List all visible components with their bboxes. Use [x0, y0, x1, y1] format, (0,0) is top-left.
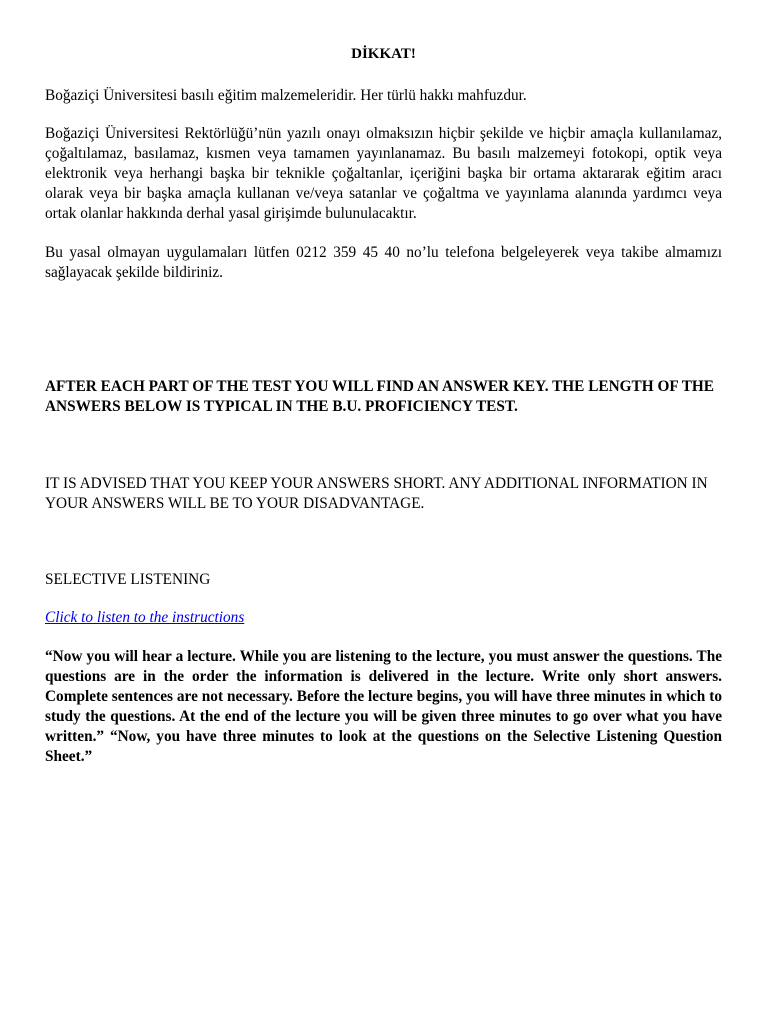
warning-title: DİKKAT! — [351, 46, 416, 62]
section-heading: SELECTIVE LISTENING — [45, 571, 211, 588]
answer-key-notice: AFTER EACH PART OF THE TEST YOU WILL FIND AN ANSWER KEY. THE LENGTH OF THE ANSWERS BELOW IS TYPICAL IN THE B.U. PROFICIENCY TEST. — [45, 378, 715, 415]
instructions-quote: “Now you will hear a lecture. While you are listening to the lecture, you must answer the questions. The questions are in the order the information is delivered in the lecture. Write only short answers. Complete sentences are not necessary. Before the lecture begins, you will have three minutes in which to study the questions. At the end of the lecture you will be given three minutes to go over what you have written.” “Now, you have three minutes to look at the questions on the Selective Listening Question Sheet.” — [45, 648, 722, 765]
listen-instructions-link[interactable]: Click to listen to the instructions — [45, 609, 245, 626]
report-violation-paragraph: Bu yasal olmayan uygulamaları lütfen 0212 359 45 40 no’lu telefona belgeleyerek veya takibe almamızı sağlayacak şekilde bildiriniz. — [45, 244, 722, 281]
copyright-notice: Boğaziçi Üniversitesi basılı eğitim malzemeleridir. Her türlü hakkı mahfuzdur. — [45, 87, 527, 104]
usage-restriction-paragraph: Boğaziçi Üniversitesi Rektörlüğü’nün yazılı onayı olmaksızın hiçbir şekilde ve hiçbir amaçla kullanılamaz, çoğaltılamaz, basılamaz, kısmen veya tamamen yayınlanamaz. Bu basılı malzemeyi fotokopi, optik veya elektronik veya herhangi başka bir teknikle çoğaltanlar, içeriğini başka bir ortama aktararak eğitim aracı olarak veya bir başka amaçla kullanan ve/veya satanlar ve çoğaltma ve yayınlama alanında yardımcı veya ortak olanlar hakkında derhal yasal girişimde bulunulacaktır. — [45, 125, 722, 222]
short-answers-advice: IT IS ADVISED THAT YOU KEEP YOUR ANSWERS SHORT. ANY ADDITIONAL INFORMATION IN YOUR ANSWERS WILL BE TO YOUR DISADVANTAGE. — [45, 475, 708, 512]
